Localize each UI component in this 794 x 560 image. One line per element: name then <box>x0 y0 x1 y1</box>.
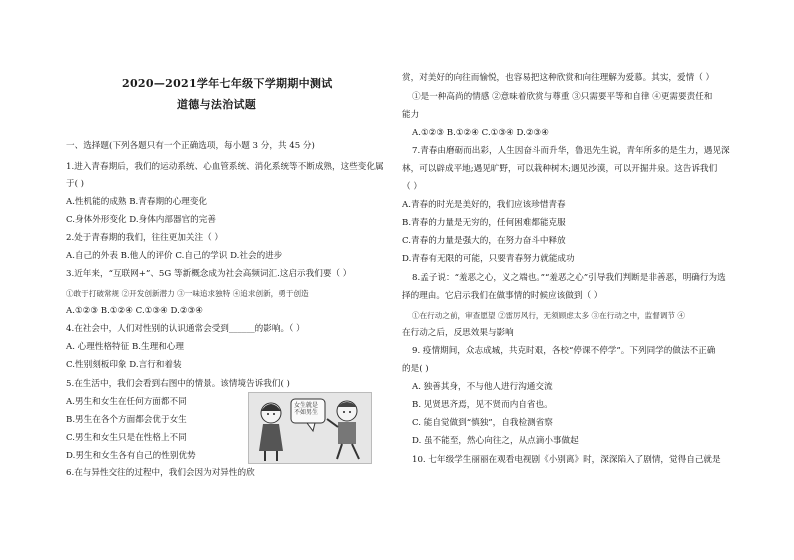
question-1-cont: 于( ) <box>66 179 85 189</box>
question-1-options-ab: A.性机能的成熟 B.青春期的心理变化 <box>66 197 208 207</box>
question-5-option-c: C.男生和女生只是在性格上不同 <box>66 433 187 443</box>
cartoon-speech-text: 女生就是不如男生 <box>294 402 319 416</box>
question-10: 10. 七年级学生丽丽在观看电视剧《小别离》时，深深陷入了剧情，觉得自己就是 <box>412 455 721 465</box>
exam-title: 2020—2021学年七年级下学期期中测试 <box>122 77 333 90</box>
question-7-cont: 林，可以辟成平地;遇见旷野，可以栽种树木;遇见沙漠，可以开掘井泉。这告诉我们 <box>402 164 718 174</box>
question-5-option-b: B.男生在各个方面都会优于女生 <box>66 415 187 425</box>
question-1-options-cd: C.身体外形变化 D.身体内部器官的完善 <box>66 215 216 225</box>
question-6-statements-cont: 能力 <box>402 110 420 120</box>
section-heading: 一、选择题(下列各题只有一个正确选项，每小题 3 分，共 45 分) <box>66 141 315 151</box>
question-4-options-ab: A. 心理性格特征 B.生理和心理 <box>66 342 184 352</box>
question-9-option-d: D. 虽不能至，然心向往之，从点滴小事做起 <box>412 436 579 446</box>
question-2: 2.处于青春期的我们，往往更加关注（ ） <box>66 233 224 243</box>
question-9-option-b: B. 见贤思齐焉，见不贤而内自省也。 <box>412 400 553 410</box>
question-7-option-a: A.青春的时光是美好的，我们应该珍惜青春 <box>402 200 566 210</box>
question-3-statements: ①敢于打破常规 ②开发创新潜力 ③一味追求独特 ④追求创新，勇于创造 <box>66 289 309 298</box>
question-6-options: A.①②③ B.①②④ C.①③④ D.②③④ <box>412 128 549 138</box>
exam-subtitle: 道德与法治试题 <box>177 98 257 111</box>
question-9-cont: 的是( ) <box>402 364 429 374</box>
question-7-option-c: C.青春的力量是强大的，在努力奋斗中释放 <box>402 236 566 246</box>
question-9-option-c: C. 能自觉做到“慎独”，自我检测省察 <box>412 418 553 428</box>
question-7: 7.青春由磨砺而出彩，人生因奋斗而升华，鲁迅先生说，青年所多的是生力，遇见深 <box>412 146 730 156</box>
question-5-option-a: A.男生和女生在任何方面都不同 <box>66 397 187 407</box>
question-4-options-cd: C.性别刻板印象 D.言行和着装 <box>66 360 182 370</box>
question-8-cont: 择的理由。它启示我们在做事情的时候应该做到（ ） <box>402 291 603 301</box>
question-1: 1.进入青春期后，我们的运动系统、心血管系统、消化系统等不断成熟，这些变化属 <box>66 162 384 172</box>
question-3-options: A.①②③ B.①②④ C.①③④ D.②③④ <box>66 306 203 316</box>
question-8-statements-cont: 在行动之后，反思效果与影响 <box>402 328 514 338</box>
question-5: 5.在生活中，我们会看到右图中的情景。该情境告诉我们( ) <box>66 379 290 389</box>
question-7-option-b: B.青春的力量是无穷的，任何困难都能克服 <box>402 218 566 228</box>
question-7-blank: （ ） <box>402 182 422 192</box>
question-2-options: A.自己的外表 B.他人的评价 C.自己的学识 D.社会的进步 <box>66 251 283 261</box>
question-6: 6.在与异性交往的过程中，我们会因为对异性的欣 <box>66 468 255 478</box>
question-8: 8.孟子说：“羞恶之心，义之端也。”“羞恶之心”引导我们判断是非善恶，明确行为选 <box>412 273 726 283</box>
question-7-option-d: D.青春有无限的可能，只要青春努力就能成功 <box>402 254 575 264</box>
question-4: 4.在社会中，人们对性别的认识通常会受到______的影响。（ ） <box>66 324 305 334</box>
question-6-cont: 赏，对美好的向往而愉悦，也容易把这种欣赏和向往理解为爱慕。其实，爱情（ ） <box>402 73 715 83</box>
question-8-statements: ①在行动之前，审查愿望 ②雷厉风行，无须顾虑太多 ③在行动之中，监督调节 ④ <box>412 311 686 320</box>
cartoon-illustration <box>248 392 372 464</box>
question-6-statements: ①是一种高尚的情感 ②意味着欣赏与尊重 ③只需要平等和自律 ④更需要责任和 <box>412 92 713 102</box>
question-9-option-a: A. 独善其身，不与他人进行沟通交流 <box>412 382 553 392</box>
question-9: 9. 疫情期间，众志成城，共克时艰，各校“停课不停学”。下列同学的做法不正确 <box>412 346 716 356</box>
question-5-option-d: D.男生和女生各有自己的性别优势 <box>66 451 196 461</box>
question-3: 3.近年来，“互联网+”、5G 等新概念成为社会高频词汇.这启示我们要（ ） <box>66 269 352 279</box>
